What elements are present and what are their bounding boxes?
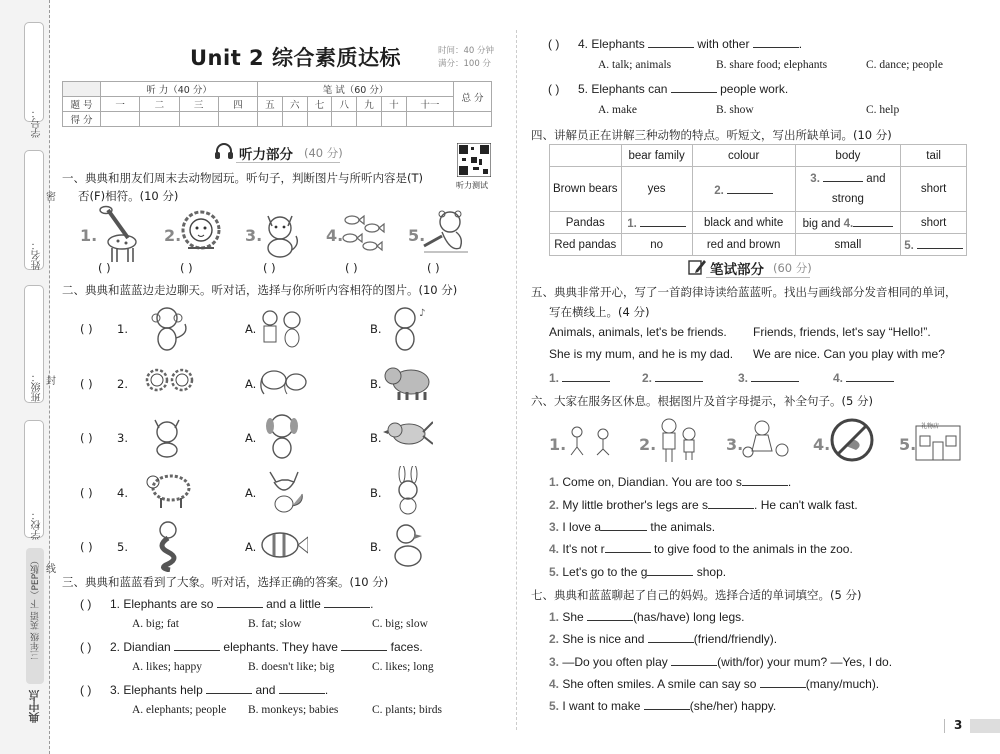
blank-num: 5. [549, 565, 560, 579]
dog-icon [262, 410, 302, 464]
score-cell[interactable] [381, 112, 406, 127]
row-score-label: 得 分 [63, 112, 101, 127]
q6-item-5 [549, 564, 726, 579]
q1-num: 4. [326, 226, 344, 245]
q1-instruction-line1: 一、典典和朋友们周末去动物园玩。听句子，判断图片与所听内容是(T) [62, 171, 423, 185]
text: It's not r [562, 542, 605, 556]
answer-blank[interactable] [324, 596, 370, 608]
page-title: Unit 2 综合素质达标 [190, 46, 401, 70]
option-b: B. [370, 486, 382, 500]
option-c[interactable]: C. plants; birds [372, 704, 442, 716]
row-label: Brown bears [550, 167, 622, 212]
cell-blank[interactable] [692, 167, 795, 212]
option-b: B. [370, 322, 382, 336]
answer-blank[interactable] [640, 215, 686, 227]
col-num: 十一 [406, 97, 453, 112]
blank-num: 1. [549, 475, 560, 489]
row-label: Red pandas [550, 234, 622, 256]
answer-blank[interactable] [742, 474, 788, 486]
q3-answer-paren[interactable]: ( ) [80, 640, 92, 654]
q1-answer-paren[interactable]: ( ) [427, 261, 440, 275]
q1-answer-paren[interactable]: ( ) [180, 261, 193, 275]
text: . [324, 683, 329, 697]
answer-blank[interactable] [751, 370, 799, 382]
q3-item-1 [80, 596, 374, 611]
score-cell[interactable] [140, 112, 179, 127]
pic-num: 1. [549, 435, 567, 454]
q3-answer-paren[interactable]: ( ) [548, 37, 560, 51]
seal-mark-feng: 封 [46, 376, 56, 387]
qr-label: 听力测试 [456, 181, 488, 190]
q2-item-num: 2. [117, 377, 128, 391]
option-b: B. [370, 431, 382, 445]
q2-answer-paren[interactable]: ( ) [80, 322, 93, 336]
blank-num: 1. [549, 371, 560, 385]
cell-blank[interactable] [795, 212, 901, 234]
q7-item-4 [549, 676, 879, 691]
gift-shop-sign: 礼物店 [921, 423, 940, 430]
blank-num: 1. [549, 610, 560, 624]
table-header: bear family [621, 145, 692, 167]
score-cell[interactable] [179, 112, 218, 127]
pic-num: 5. [899, 435, 917, 454]
item-num: 5. [578, 82, 589, 96]
q7-item-2 [549, 631, 777, 646]
no-feeding-sign-icon [828, 416, 876, 468]
text: My little brother's legs are s [562, 498, 709, 512]
option-b[interactable]: B. fat; slow [248, 618, 302, 630]
blank-num: 3. [549, 655, 560, 669]
score-cell[interactable] [332, 112, 357, 127]
text: elephants. They have [223, 640, 338, 654]
option-a[interactable]: A. make [598, 104, 637, 116]
poem-line-2: Friends, friends, let's say “Hello!”. [753, 325, 931, 339]
answer-blank[interactable] [655, 370, 703, 382]
text: Elephants help [123, 683, 203, 697]
option-b: B. [370, 377, 382, 391]
cat-sitting-icon [147, 414, 187, 462]
headphones-icon [214, 142, 234, 164]
lion-icon [176, 208, 226, 260]
text: . [370, 597, 374, 611]
answer-blank[interactable] [587, 609, 633, 621]
cell: yes [621, 167, 692, 212]
listening-title: 听力部分 [239, 147, 293, 163]
q3-instruction: 三、典典和蓝蓝看到了大象。听对话，选择正确的答案。(10 分) [62, 575, 389, 589]
text: Elephants [591, 37, 645, 51]
q3-answer-paren[interactable]: ( ) [548, 82, 560, 96]
text: to give food to the animals in the zoo. [654, 542, 853, 556]
answer-blank[interactable] [601, 519, 647, 531]
q1-num: 1. [80, 226, 98, 245]
option-b: B. [370, 540, 382, 554]
q2-item-num: 5. [117, 540, 128, 554]
listening-underline [236, 162, 340, 163]
answer-blank[interactable] [648, 631, 694, 643]
q7-item-1 [549, 609, 744, 624]
option-a[interactable]: A. big; fat [132, 618, 179, 630]
answer-blank[interactable] [174, 639, 220, 651]
blank-num: 3. [810, 173, 820, 185]
item-num: 2. [110, 640, 121, 654]
monkey-icon [145, 304, 191, 356]
option-b[interactable]: B. show [716, 104, 754, 116]
q6-instruction: 六、大家在服务区休息。根据图片及首字母提示，补全句子。(5 分) [531, 394, 873, 408]
sheep-icon [143, 468, 193, 514]
q2-answer-paren[interactable]: ( ) [80, 431, 93, 445]
text: Let's go to the g [562, 565, 648, 579]
answer-blank[interactable] [562, 370, 610, 382]
option-a: A. [245, 377, 257, 391]
col-num: 八 [332, 97, 357, 112]
cell-blank[interactable] [901, 234, 967, 256]
score-cell[interactable] [282, 112, 307, 127]
col-num: 二 [140, 97, 179, 112]
text: and [255, 683, 276, 697]
q3-item-5 [548, 81, 788, 96]
poem-line-1: Animals, animals, let's be friends. [549, 325, 727, 339]
blank-num: 4. [549, 677, 560, 691]
duck-icon [388, 520, 428, 574]
text: the animals. [650, 520, 716, 534]
writing-title: 笔试部分 [710, 262, 764, 278]
svg-text:♪: ♪ [419, 308, 426, 319]
snake-icon [150, 520, 186, 576]
monkey-music-icon [383, 304, 429, 356]
text: people work. [720, 82, 789, 96]
pic-num: 4. [813, 435, 831, 454]
col-num: 七 [307, 97, 332, 112]
option-c[interactable]: C. dance; people [866, 59, 943, 71]
q1-instruction-line2: 否(F)相符。(10 分) [78, 189, 179, 203]
pic-num: 3. [726, 435, 744, 454]
q6-item-2 [549, 497, 858, 512]
student-number-box[interactable] [24, 22, 44, 122]
text: and a little [266, 597, 321, 611]
kids-and-monkey-icon [258, 308, 306, 354]
elephants-icon [258, 364, 310, 402]
seal-mark-mi: 密 [46, 192, 56, 203]
blank-num: 2. [714, 184, 724, 197]
text: She often smiles. A smile can say so [562, 677, 757, 691]
q1-answer-paren[interactable]: ( ) [263, 261, 276, 275]
q3-item-3 [80, 682, 328, 697]
answer-blank[interactable] [760, 676, 806, 688]
blank-num: 3. [549, 520, 560, 534]
qr-code-icon[interactable] [457, 143, 491, 181]
cell: black and white [692, 212, 795, 234]
pic-num: 2. [639, 435, 657, 454]
blank-num: 1. [627, 218, 637, 230]
q6-item-4 [549, 541, 853, 556]
text: shop. [696, 565, 727, 579]
score-cell[interactable] [406, 112, 453, 127]
q3-item-4 [548, 36, 802, 51]
q5-answer-2 [642, 370, 703, 385]
q2-answer-paren[interactable]: ( ) [80, 486, 93, 500]
option-a[interactable]: A. elephants; people [132, 704, 227, 716]
writing-underline [706, 277, 810, 278]
girl-with-animals-icon [740, 418, 792, 466]
answer-blank[interactable] [279, 682, 325, 694]
option-b[interactable]: B. share food; elephants [716, 59, 828, 71]
seal-mark-xian: 线 [46, 564, 56, 575]
answer-blank[interactable] [671, 81, 717, 93]
q7-item-3 [549, 654, 892, 669]
answer-blank[interactable] [217, 596, 263, 608]
q6-item-1 [549, 474, 791, 489]
answer-blank[interactable] [605, 541, 651, 553]
q1-answer-paren[interactable]: ( ) [345, 261, 358, 275]
cat-icon [258, 208, 302, 262]
col-num: 十 [381, 97, 406, 112]
cell: short [901, 212, 967, 234]
col-num: 六 [282, 97, 307, 112]
option-a: A. [245, 322, 257, 336]
book-label: 三年级 英语 下（PEP版） [31, 556, 41, 660]
time-limit: 时间：40 分钟 [438, 46, 495, 56]
blank-num: 2. [642, 371, 653, 385]
animal-features-table [549, 144, 967, 256]
clownfish-icon [258, 528, 308, 566]
table-header: tail [901, 145, 967, 167]
blank-num: 5. [904, 240, 914, 252]
table-header: body [795, 145, 901, 167]
q3-answer-paren[interactable]: ( ) [80, 597, 92, 611]
answer-blank[interactable] [823, 170, 863, 182]
q5-answer-1 [549, 370, 610, 385]
answer-blank[interactable] [917, 237, 963, 249]
item-num: 1. [110, 597, 121, 611]
q2-item-num: 1. [117, 322, 128, 336]
score-cell[interactable] [101, 112, 140, 127]
text: I love a [562, 520, 602, 534]
text: . He can't walk fast. [754, 498, 858, 512]
option-a: A. [245, 431, 257, 445]
listening-header: 听 力（40 分） [101, 82, 258, 97]
answer-blank[interactable] [846, 370, 894, 382]
score-table [62, 81, 492, 127]
option-c[interactable]: C. help [866, 104, 900, 116]
q5-instruction-line1: 五、典典非常开心，写了一首韵律诗读给蓝蓝听。找出与画线部分发音相同的单词， [531, 285, 957, 299]
cell-blank[interactable] [795, 167, 901, 212]
option-a: A. [245, 540, 257, 554]
option-b[interactable]: B. doesn't like; big [248, 661, 335, 673]
brothers-icon [655, 416, 703, 468]
full-score: 满分：100 分 [438, 59, 491, 69]
q2-item-num: 3. [117, 431, 128, 445]
table-header: colour [692, 145, 795, 167]
blank-num: 5. [549, 699, 560, 713]
blank-num: 4. [549, 542, 560, 556]
col-num: 四 [218, 97, 257, 112]
blank-num: 4. [833, 371, 844, 385]
answer-blank[interactable] [708, 497, 754, 509]
blank-num: 4. [843, 218, 854, 230]
cell: short [901, 167, 967, 212]
kids-race-icon [563, 424, 619, 462]
text: (friend/friendly). [693, 632, 778, 646]
text: She is nice and [562, 632, 645, 646]
q2-instruction: 二、典典和蓝蓝边走边聊天。听对话，选择与你所听内容相符的图片。(10 分) [62, 283, 458, 297]
school-label: 学校： [32, 510, 43, 540]
poem-line-4: We are nice. Can you play with me? [753, 347, 945, 361]
option-a[interactable]: A. talk; animals [598, 59, 672, 71]
text: Diandian [123, 640, 171, 654]
two-lions-icon [145, 366, 195, 400]
q2-answer-paren[interactable]: ( ) [80, 540, 93, 554]
blank-num: 2. [549, 632, 560, 646]
item-num: 4. [578, 37, 589, 51]
blank-num: 3. [738, 371, 749, 385]
total-header: 总 分 [454, 82, 492, 112]
answer-blank[interactable] [341, 639, 387, 651]
text: (has/have) long legs. [633, 610, 745, 624]
option-b[interactable]: B. monkeys; babies [248, 704, 339, 716]
q5-answer-3 [738, 370, 799, 385]
answer-blank[interactable] [671, 654, 717, 666]
class-label: 班级： [32, 372, 43, 402]
item-num: 3. [110, 683, 121, 697]
q2-item-num: 4. [117, 486, 128, 500]
text: faces. [390, 640, 423, 654]
cell: red and brown [692, 234, 795, 256]
answer-blank[interactable] [647, 564, 693, 576]
answer-blank[interactable] [644, 698, 690, 710]
q1-num: 3. [245, 226, 263, 245]
option-a[interactable]: A. likes; happy [132, 661, 202, 673]
brand-logo: 典中点 [28, 690, 41, 723]
column-divider [516, 30, 517, 730]
rabbit-icon [388, 466, 428, 520]
binding-margin [0, 0, 56, 754]
col-num: 三 [179, 97, 218, 112]
col-num: 五 [258, 97, 283, 112]
listening-points: (40 分) [304, 146, 343, 160]
page-number: 3 [954, 718, 963, 732]
text: (many/much). [805, 677, 880, 691]
col-num: 九 [357, 97, 382, 112]
text: She [562, 610, 584, 624]
answer-blank[interactable] [753, 36, 799, 48]
text: Come on, Diandian. You are too s [562, 475, 742, 489]
text: . [798, 37, 803, 51]
q1-num: 5. [408, 226, 426, 245]
option-c[interactable]: C. likes; long [372, 661, 434, 673]
score-cell[interactable] [454, 112, 492, 127]
poem-line-3: She is my mum, and he is my dad. [549, 347, 734, 361]
q2-answer-paren[interactable]: ( ) [80, 377, 93, 391]
bear-waving-icon [420, 208, 472, 260]
writing-points: (60 分) [773, 261, 812, 275]
cell: small [795, 234, 901, 256]
text: Elephants can [591, 82, 668, 96]
q7-instruction: 七、典典和蓝蓝聊起了自己的妈妈。选择合适的单词填空。(5 分) [531, 588, 862, 602]
pencil-icon [688, 258, 706, 280]
answer-blank[interactable] [206, 682, 252, 694]
fox-icon [262, 468, 306, 518]
fish-group-icon [338, 210, 390, 258]
text: (she/her) happy. [689, 699, 777, 713]
score-cell[interactable] [218, 112, 257, 127]
table-header [550, 145, 622, 167]
q5-answer-4 [833, 370, 894, 385]
text: I want to make [562, 699, 641, 713]
q1-num: 2. [164, 226, 182, 245]
text: —Do you often play [562, 655, 668, 669]
q6-item-3 [549, 519, 715, 534]
q3-item-2 [80, 639, 423, 654]
score-cell[interactable] [307, 112, 332, 127]
writing-header: 笔 试（60 分） [258, 82, 454, 97]
answer-blank[interactable] [648, 36, 694, 48]
page-number-bar [944, 719, 1000, 733]
answer-blank[interactable] [727, 182, 773, 194]
cell-text: big and [802, 218, 841, 230]
blank-num: 2. [549, 498, 560, 512]
col-num: 一 [101, 97, 140, 112]
row-question-label: 题 号 [63, 97, 101, 112]
bird-icon [383, 414, 433, 458]
giraffe-icon [96, 204, 144, 266]
q7-item-5 [549, 698, 776, 713]
row-label: Pandas [550, 212, 622, 234]
cell-text: strong [831, 193, 864, 205]
student-number-label: 学号： [32, 108, 43, 138]
text: . [787, 475, 792, 489]
q1-answer-paren[interactable]: ( ) [98, 261, 111, 275]
q5-instruction-line2: 写在横线上。(4 分) [549, 305, 650, 319]
option-a: A. [245, 486, 257, 500]
text: (with/for) your mum? —Yes, I do. [717, 655, 893, 669]
score-cell[interactable] [258, 112, 283, 127]
cell-blank[interactable] [621, 212, 692, 234]
answer-blank[interactable] [853, 215, 893, 227]
text: with other [697, 37, 750, 51]
option-c[interactable]: C. big; slow [372, 618, 428, 630]
q4-instruction: 四、讲解员正在讲解三种动物的特点。听短文，写出所缺单词。(10 分) [531, 128, 892, 142]
score-cell[interactable] [357, 112, 382, 127]
text: Elephants are so [123, 597, 214, 611]
q3-answer-paren[interactable]: ( ) [80, 683, 92, 697]
brown-bear-icon [383, 362, 435, 406]
cell: no [621, 234, 692, 256]
cell-text: and [866, 173, 886, 185]
name-label: 姓名： [32, 240, 43, 270]
